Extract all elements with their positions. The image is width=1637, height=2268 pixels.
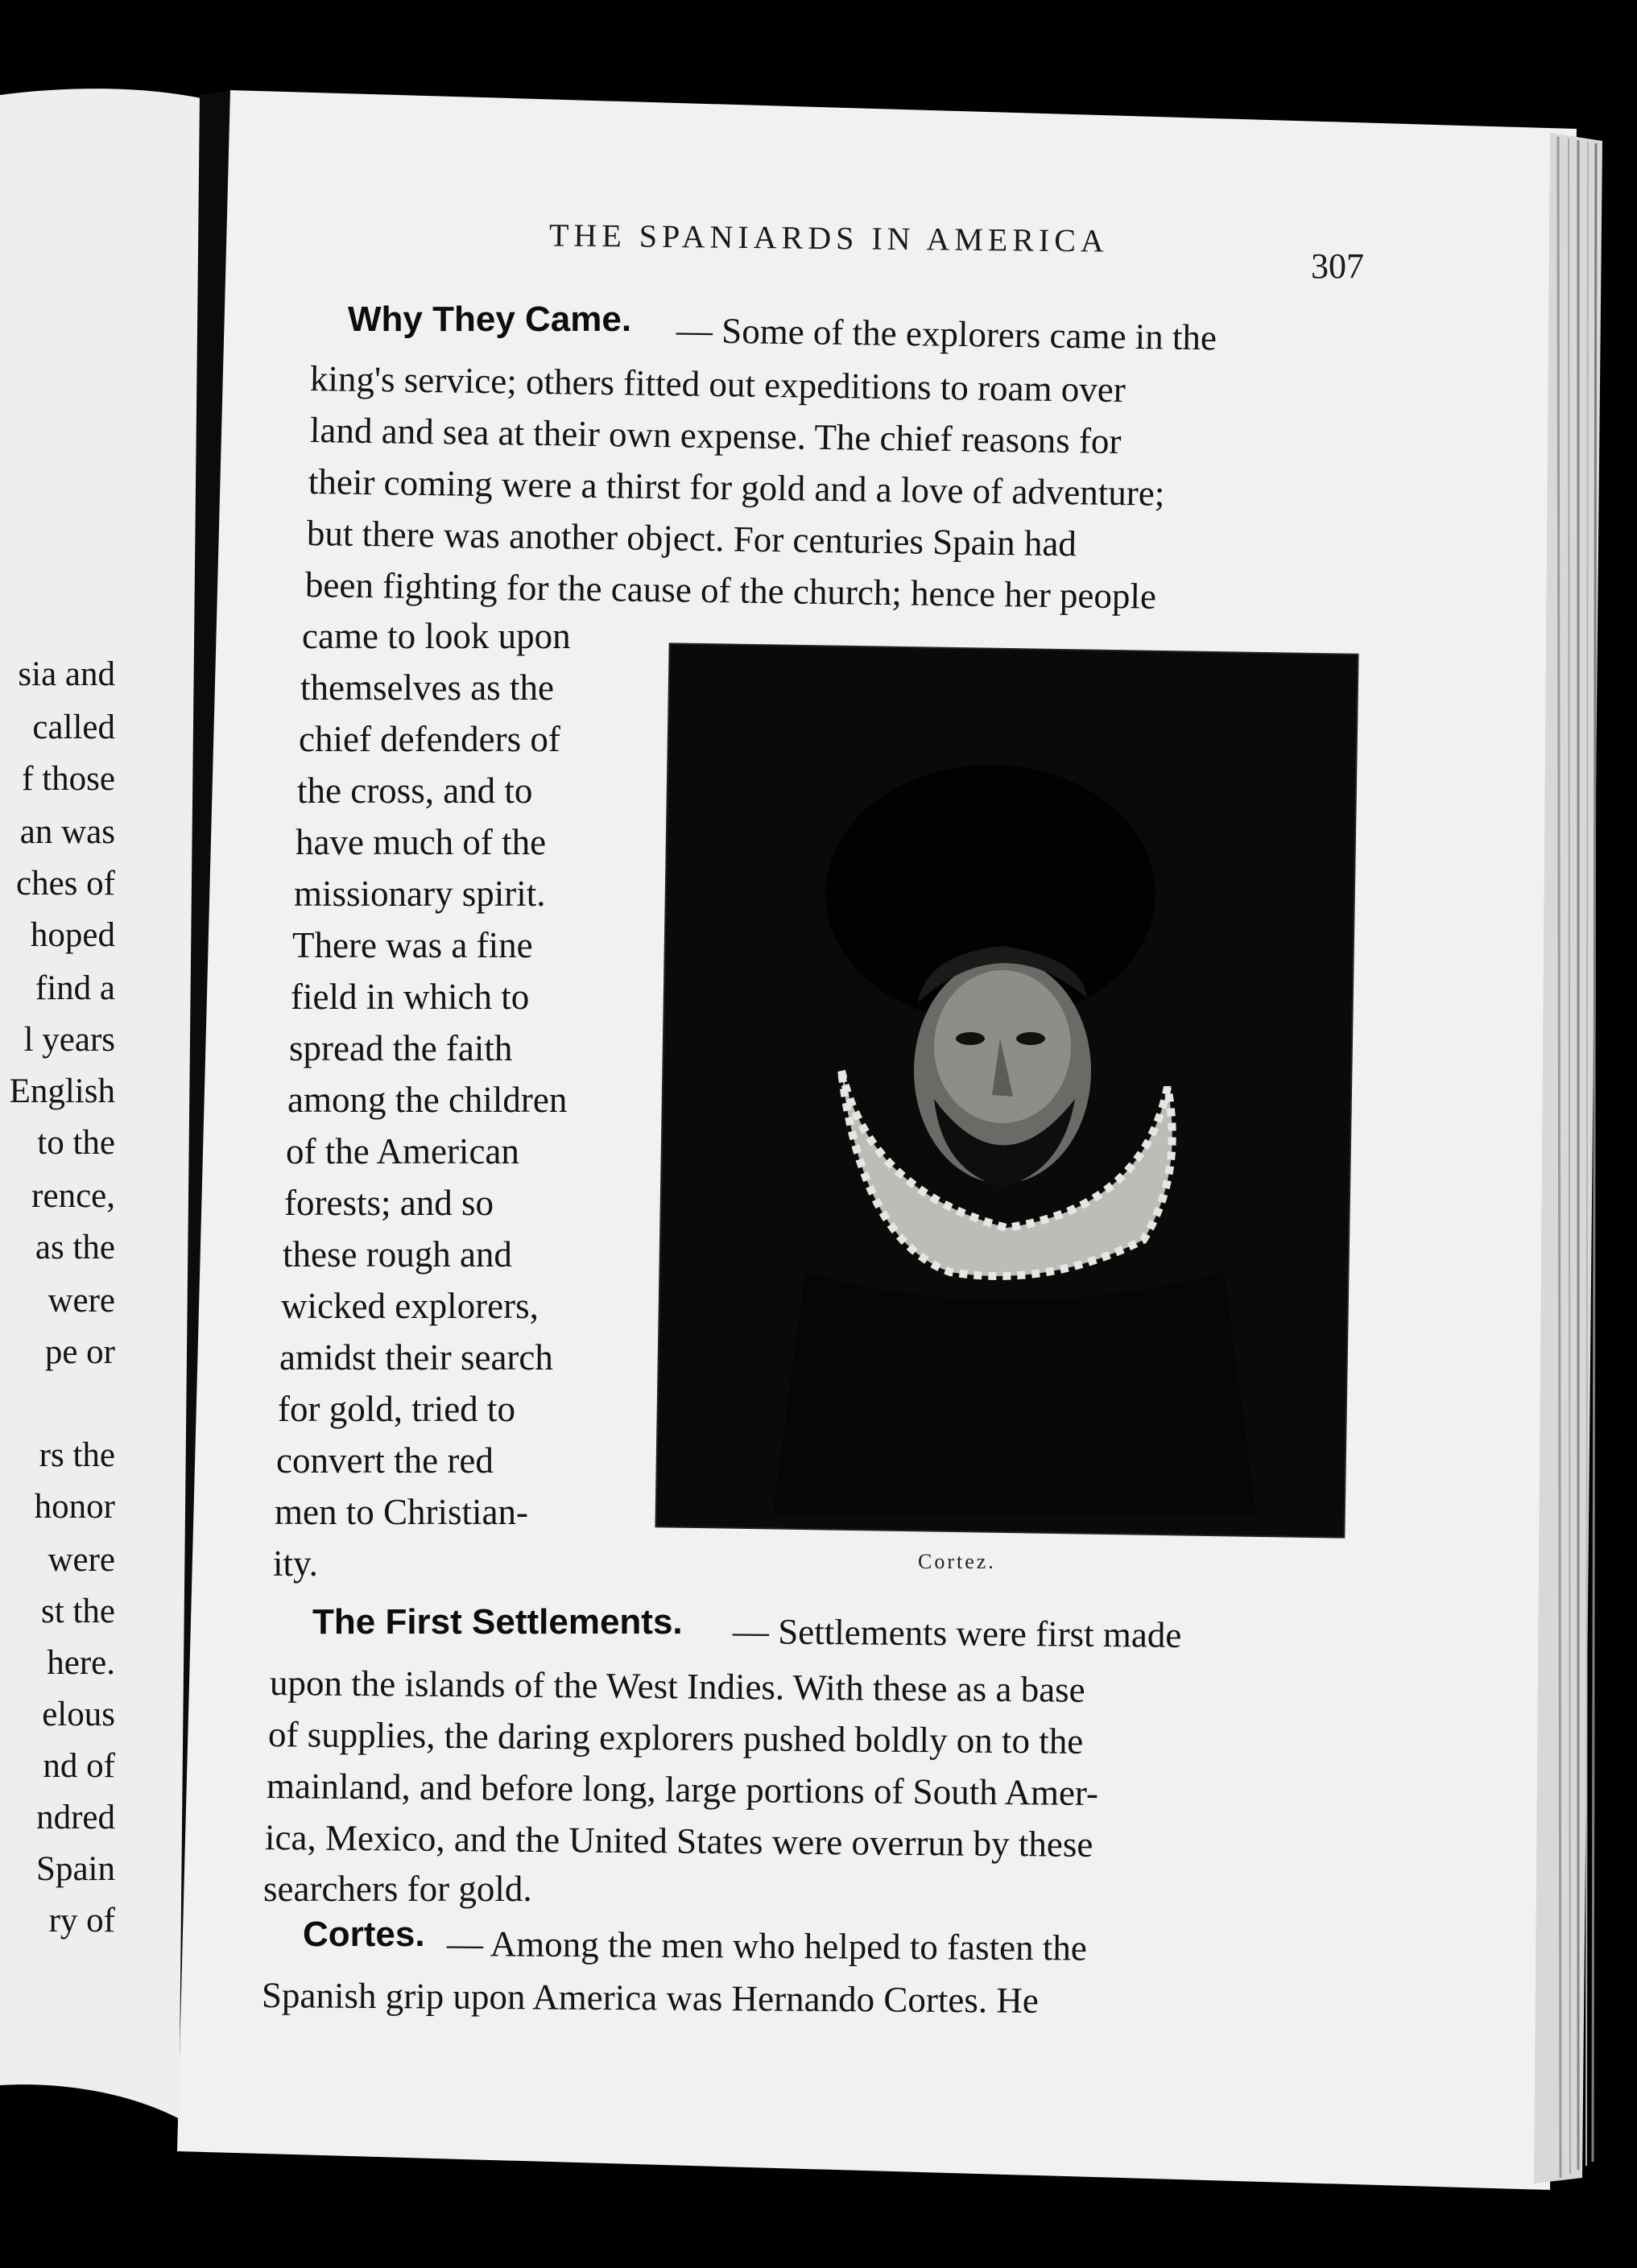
text-line: field in which to (291, 977, 530, 1017)
text-line: of supplies, the daring explorers pushed boldly on to the (267, 1714, 1084, 1762)
text-line: Spanish grip upon America was Hernando Cortes. He (261, 1975, 1039, 2021)
left-line: pe or (44, 1333, 115, 1371)
figure-caption: Cortez. (918, 1550, 996, 1573)
text-line: men to Christian- (275, 1492, 528, 1532)
left-line: to the (37, 1124, 115, 1162)
left-line: were (48, 1282, 115, 1320)
left-line: an was (19, 813, 115, 851)
text-line: among the children (287, 1080, 568, 1120)
text-line: themselves as the (300, 667, 554, 708)
left-line: f those (22, 760, 115, 798)
page-number: 307 (1311, 246, 1364, 286)
text-line: but there was another object. For centuries Spain had (306, 513, 1077, 564)
text-line: ity. (273, 1543, 318, 1584)
text-line: been fighting for the cause of the church; hence her people (304, 564, 1157, 617)
text-line: missionary spirit. (294, 874, 546, 914)
text-line: for gold, tried to (278, 1389, 515, 1429)
left-line: hoped (30, 916, 115, 954)
left-line: st the (41, 1593, 115, 1630)
text-line: There was a fine (292, 925, 533, 965)
text-line: — Settlements were first made (732, 1611, 1182, 1655)
text-line: their coming were a thirst for gold and a love of adventure; (308, 461, 1165, 514)
text-line: came to look upon (302, 616, 571, 656)
running-header: THE SPANIARDS IN AMERICA (548, 217, 1110, 259)
text-line: ica, Mexico, and the United States were overrun by these (264, 1817, 1093, 1865)
left-line: rence, (31, 1177, 115, 1215)
left-line: called (32, 708, 115, 746)
left-line: as the (35, 1229, 115, 1266)
left-line: elous (42, 1696, 115, 1733)
text-line: forests; and so (284, 1183, 494, 1223)
text-line: wicked explorers, (281, 1286, 539, 1326)
text-line: convert the red (276, 1440, 494, 1481)
text-line: the cross, and to (297, 770, 533, 811)
text-line: mainland, and before long, large portions of South Amer- (266, 1766, 1099, 1814)
text-line: have much of the (296, 822, 547, 862)
left-line: l years (23, 1021, 115, 1059)
text-line: — Among the men who helped to fasten the (446, 1923, 1088, 1968)
left-line: Spain (36, 1850, 115, 1888)
left-line: rs the (39, 1436, 115, 1474)
left-line: English (9, 1072, 115, 1110)
left-line: were (48, 1541, 115, 1579)
text-line: land and sea at their own expense. The chief reasons for (309, 410, 1122, 462)
section-heading: Cortes. (303, 1915, 425, 1954)
left-line: honor (34, 1488, 115, 1526)
section-heading: Why They Came. (348, 300, 632, 339)
text-line: king's service; others fitted out expeditions to roam over (309, 358, 1126, 411)
left-line: find a (35, 969, 115, 1007)
left-line: nd of (43, 1747, 115, 1785)
text-line: — Some of the explorers came in the (676, 310, 1217, 358)
left-line: here. (47, 1644, 115, 1682)
text-line: upon the islands of the West Indies. With these as a base (269, 1663, 1085, 1710)
text-line: amidst their search (279, 1337, 553, 1378)
text-line: of the American (286, 1131, 519, 1171)
left-line: ndred (36, 1799, 115, 1836)
section-heading: The First Settlements. (312, 1602, 683, 1642)
cortez-portrait (655, 643, 1358, 1537)
text-line: spread the faith (289, 1028, 513, 1068)
left-line: ches of (16, 865, 115, 903)
text-line: searchers for gold. (263, 1869, 532, 1909)
left-line: sia and (18, 655, 115, 693)
left-line: ry of (48, 1902, 115, 1940)
text-line: these rough and (283, 1234, 512, 1274)
text-line: chief defenders of (299, 719, 560, 759)
